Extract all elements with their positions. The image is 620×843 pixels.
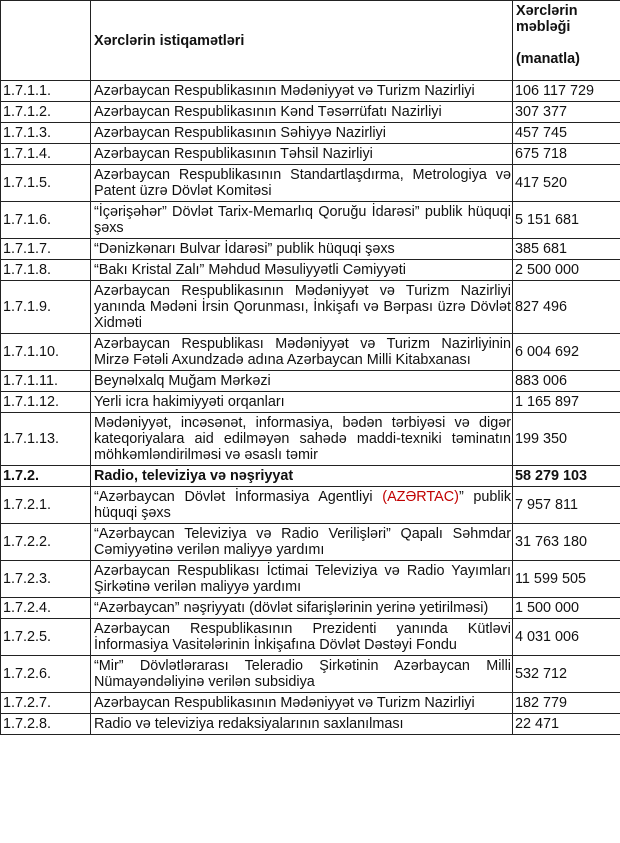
table-row xyxy=(1,392,620,413)
table-row xyxy=(1,81,620,102)
row-number: 1.7.1.13. xyxy=(1,413,91,466)
row-number: 1.7.1.5. xyxy=(1,165,91,202)
row-direction xyxy=(91,487,513,524)
row-amount: 417 520 xyxy=(513,165,620,202)
table-row xyxy=(1,165,620,202)
table-row xyxy=(1,524,620,561)
row-number: 1.7.1.8. xyxy=(1,260,91,281)
row-number: 1.7.2.6. xyxy=(1,656,91,693)
row-amount: 4 031 006 xyxy=(513,619,620,656)
row-direction: Radio, televiziya və nəşriyyat xyxy=(91,466,513,487)
row-direction: Azərbaycan Respublikası İctimai Televiziya və Radio Yayımları Şirkətinə verilən maliyyə yardımı xyxy=(91,561,513,598)
header-amount-title: Xərclərin məbləği xyxy=(516,3,578,35)
row-direction: Azərbaycan Respublikasının Kənd Təsərrüfatı Nazirliyi xyxy=(91,102,513,123)
table-row xyxy=(1,102,620,123)
row-number: 1.7.2.1. xyxy=(1,487,91,524)
row-direction: “Bakı Kristal Zalı” Məhdud Məsuliyyətli Cəmiyyəti xyxy=(91,260,513,281)
row-number: 1.7.1.9. xyxy=(1,281,91,334)
row-number: 1.7.1.3. xyxy=(1,123,91,144)
azertac-red-text: (AZƏRTAC) xyxy=(382,489,459,505)
row-direction: Yerli icra hakimiyyəti orqanları xyxy=(91,392,513,413)
row-direction: Mədəniyyət, incəsənət, informasiya, bədən tərbiyəsi və digər kateqoriyalara aid edilməyən sahədə maddi-texniki təminatın möhkəmləndirilməsi və əsaslı təmir xyxy=(91,413,513,466)
direction-text: “Azərbaycan Dövlət İnformasiya Agentliyi xyxy=(94,489,383,505)
row-number: 1.7.1.1. xyxy=(1,81,91,102)
row-number: 1.7.2.4. xyxy=(1,598,91,619)
row-number: 1.7.2.5. xyxy=(1,619,91,656)
row-amount: 6 004 692 xyxy=(513,334,620,371)
row-amount: 457 745 xyxy=(513,123,620,144)
row-number: 1.7.2.7. xyxy=(1,693,91,714)
row-amount: 182 779 xyxy=(513,693,620,714)
table-row xyxy=(1,371,620,392)
row-direction: “Dənizkənarı Bulvar İdarəsi” publik hüquqi şəxs xyxy=(91,239,513,260)
row-direction: Azərbaycan Respublikasının Mədəniyyət və Turizm Nazirliyi xyxy=(91,81,513,102)
row-amount: 58 279 103 xyxy=(513,466,620,487)
row-amount: 22 471 xyxy=(513,714,620,735)
row-direction: Azərbaycan Respublikasının Mədəniyyət və Turizm Nazirliyi yanında Mədəni İrsin Qorunması, İnkişafı və Bərpası üzrə Dövlət Xidməti xyxy=(91,281,513,334)
table-row xyxy=(1,561,620,598)
row-number: 1.7.2.3. xyxy=(1,561,91,598)
direction-text: ” publik hüquqi şəxs xyxy=(94,489,512,521)
row-number: 1.7.1.7. xyxy=(1,239,91,260)
header-amount-unit: (manatla) xyxy=(516,51,580,67)
row-amount: 199 350 xyxy=(513,413,620,466)
table-row xyxy=(1,714,620,735)
table-row xyxy=(1,693,620,714)
header-amount-cell xyxy=(513,1,620,81)
row-direction: Azərbaycan Respublikası Mədəniyyət və Turizm Nazirliyinin Mirzə Fətəli Axundzadə adına Azərbaycan Milli Kitabxanası xyxy=(91,334,513,371)
table-row xyxy=(1,619,620,656)
table-row xyxy=(1,598,620,619)
row-amount: 5 151 681 xyxy=(513,202,620,239)
row-number: 1.7.2.2. xyxy=(1,524,91,561)
row-amount: 1 165 897 xyxy=(513,392,620,413)
row-direction: Azərbaycan Respublikasının Standartlaşdırma, Metrologiya və Patent üzrə Dövlət Komitəsi xyxy=(91,165,513,202)
table-row xyxy=(1,260,620,281)
row-direction: Azərbaycan Respublikasının Prezidenti yanında Kütləvi İnformasiya Vasitələrinin İnkişafına Dövlət Dəstəyi Fondu xyxy=(91,619,513,656)
row-direction: “İçərişəhər” Dövlət Tarix-Memarlıq Qoruğu İdarəsi” publik hüquqi şəxs xyxy=(91,202,513,239)
table-row xyxy=(1,202,620,239)
row-amount: 2 500 000 xyxy=(513,260,620,281)
row-amount: 307 377 xyxy=(513,102,620,123)
row-direction: “Mir” Dövlətlərarası Teleradio Şirkətinin Azərbaycan Milli Nümayəndəliyinə verilən subsidiya xyxy=(91,656,513,693)
row-number: 1.7.1.12. xyxy=(1,392,91,413)
header-row xyxy=(1,1,620,81)
row-direction: Beynəlxalq Muğam Mərkəzi xyxy=(91,371,513,392)
row-direction: Azərbaycan Respublikasının Mədəniyyət və Turizm Nazirliyi xyxy=(91,693,513,714)
row-direction: Radio və televiziya redaksiyalarının saxlanılması xyxy=(91,714,513,735)
header-number-cell xyxy=(1,1,91,81)
row-amount: 883 006 xyxy=(513,371,620,392)
row-number: 1.7.1.2. xyxy=(1,102,91,123)
table-row xyxy=(1,281,620,334)
row-direction: “Azərbaycan” nəşriyyatı (dövlət sifarişlərinin yerinə yetirilməsi) xyxy=(91,598,513,619)
row-number: 1.7.2.8. xyxy=(1,714,91,735)
table-row xyxy=(1,487,620,524)
row-number: 1.7.1.11. xyxy=(1,371,91,392)
row-amount: 827 496 xyxy=(513,281,620,334)
row-number: 1.7.1.6. xyxy=(1,202,91,239)
row-direction: Azərbaycan Respublikasının Səhiyyə Nazirliyi xyxy=(91,123,513,144)
table-row xyxy=(1,144,620,165)
row-number: 1.7.1.4. xyxy=(1,144,91,165)
row-amount: 7 957 811 xyxy=(513,487,620,524)
table-row xyxy=(1,656,620,693)
table-row xyxy=(1,123,620,144)
row-number: 1.7.2. xyxy=(1,466,91,487)
table-row-subtotal xyxy=(1,466,620,487)
row-amount: 532 712 xyxy=(513,656,620,693)
row-direction: “Azərbaycan Televiziya və Radio Verilişləri” Qapalı Səhmdar Cəmiyyətinə verilən maliyyə yardımı xyxy=(91,524,513,561)
row-amount: 11 599 505 xyxy=(513,561,620,598)
table-row xyxy=(1,239,620,260)
row-amount: 31 763 180 xyxy=(513,524,620,561)
row-amount: 1 500 000 xyxy=(513,598,620,619)
header-directions-cell: Xərclərin istiqamətləri xyxy=(91,1,513,81)
table-row xyxy=(1,334,620,371)
row-number: 1.7.1.10. xyxy=(1,334,91,371)
row-amount: 106 117 729 xyxy=(513,81,620,102)
row-amount: 675 718 xyxy=(513,144,620,165)
row-direction: Azərbaycan Respublikasının Təhsil Nazirliyi xyxy=(91,144,513,165)
table-row xyxy=(1,413,620,466)
row-amount: 385 681 xyxy=(513,239,620,260)
